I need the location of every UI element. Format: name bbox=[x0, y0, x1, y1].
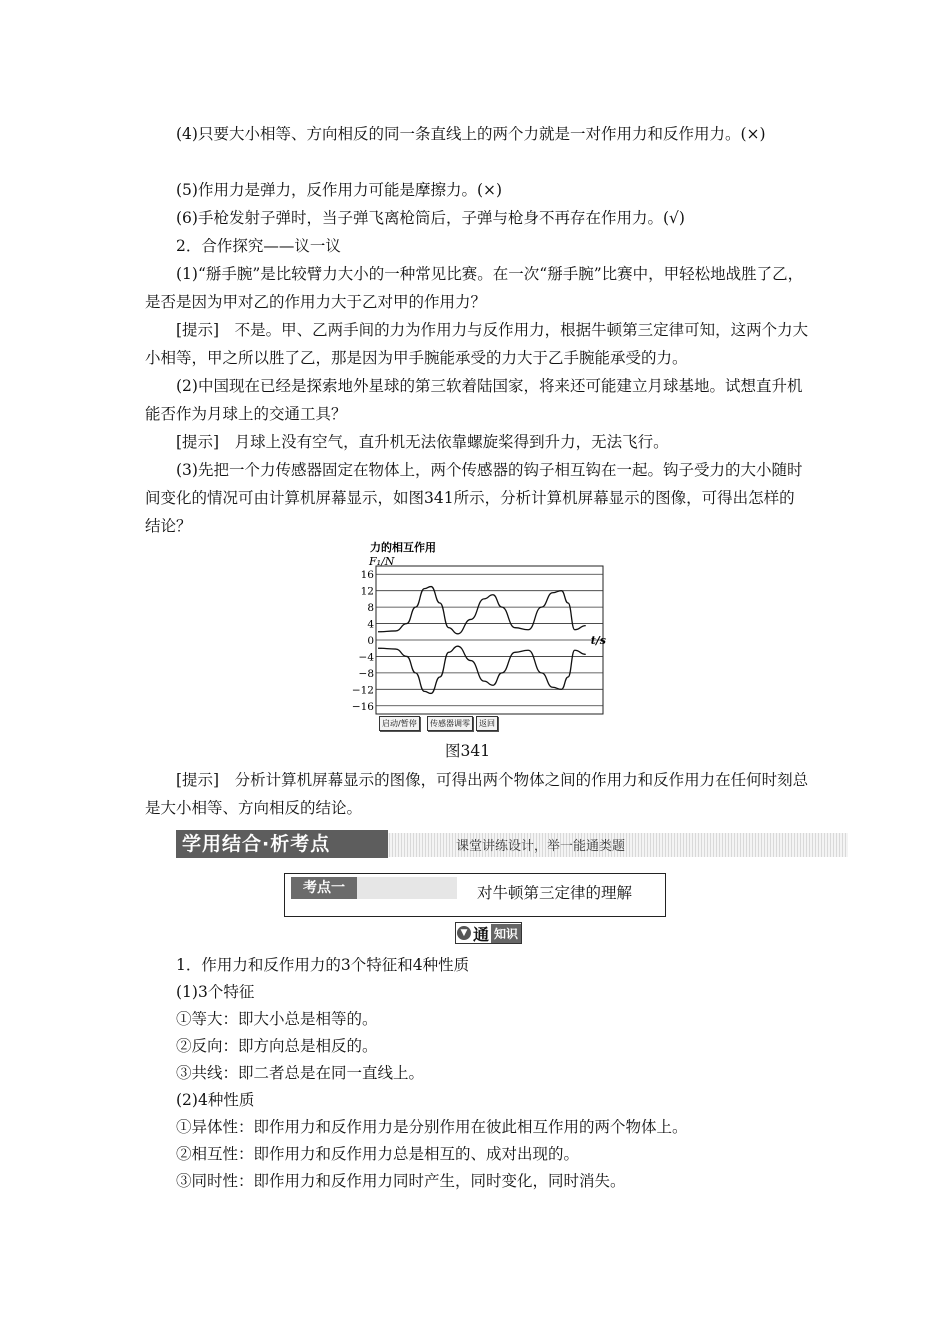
chart-yticks bbox=[352, 569, 374, 713]
statement-5: (5)作用力是弹力，反作用力可能是摩擦力。(×) bbox=[176, 181, 503, 199]
topic-box bbox=[284, 873, 666, 917]
features-subheading: (1)3个特征 bbox=[176, 983, 255, 1001]
y-tick-label: 4 bbox=[367, 618, 374, 631]
badge-sub: 知识 bbox=[491, 924, 521, 943]
topic-title: 对牛顿第三定律的理解 bbox=[477, 884, 633, 902]
question-3: (3)先把一个力传感器固定在物体上，两个传感器的钩子相互钩在一起。钩子受力的大小随时间变化的情况可由计算机屏幕显示，如图341所示，分析计算机屏幕显示的图像，可得出怎样的结论？ bbox=[145, 461, 803, 535]
chart-grid bbox=[376, 566, 603, 714]
property-2: ②相互性：即作用力和反作用力总是相互的、成对出现的。 bbox=[176, 1145, 580, 1163]
banner-subtitle: 课堂讲练设计，举一能通类题 bbox=[456, 839, 626, 854]
statement-6: (6)手枪发射子弹时，当子弹飞离枪筒后，子弹与枪身不再存在作用力。(√) bbox=[176, 209, 685, 227]
section-heading-2: 2．合作探究——议一议 bbox=[176, 237, 341, 255]
hint-2: [提示] 月球上没有空气，直升机无法依靠螺旋桨得到升力，无法飞行。 bbox=[176, 433, 669, 451]
topic-tag-extension bbox=[357, 877, 457, 899]
chart-title: 力的相互作用 bbox=[370, 541, 436, 554]
hint-3: [提示] 分析计算机屏幕显示的图像，可得出两个物体之间的作用力和反作用力在任何时刻总是大小相等、方向相反的结论。 bbox=[145, 771, 809, 817]
question-1: (1)“掰手腕”是比较臂力大小的一种常见比赛。在一次“掰手腕”比赛中，甲轻松地战胜了乙，是否是因为甲对乙的作用力大于乙对甲的作用力？ bbox=[145, 265, 804, 311]
series-line-2 bbox=[378, 646, 586, 693]
series-line-1 bbox=[378, 587, 586, 634]
start-pause-button: 启动/暂停 bbox=[379, 716, 420, 731]
property-1: ①异体性：即作用力和反作用力是分别作用在彼此相互作用的两个物体上。 bbox=[176, 1118, 688, 1136]
chart-xlabel: t/s bbox=[590, 634, 606, 647]
sensor-zero-button: 传感器调零 bbox=[427, 716, 473, 731]
banner-title: 学用结合·析考点 bbox=[176, 830, 388, 858]
badge-main: 通 bbox=[473, 924, 490, 944]
back-button: 返回 bbox=[476, 716, 498, 731]
y-tick-label: 12 bbox=[360, 585, 374, 598]
feature-3: ③共线：即二者总是在同一直线上。 bbox=[176, 1064, 425, 1082]
section-banner bbox=[176, 830, 848, 860]
hint-1: [提示] 不是。甲、乙两手间的力为作用力与反作用力，根据牛顿第三定律可知，这两个力大小相等，甲之所以胜了乙，那是因为甲手腕能承受的力大于乙手腕能承受的力。 bbox=[145, 321, 809, 367]
arrow-down-icon: ▼ bbox=[457, 926, 471, 940]
y-tick-label: −4 bbox=[358, 651, 374, 664]
chart-ylabel: F₁/N bbox=[369, 555, 395, 568]
property-3: ③同时性：即作用力和反作用力同时产生，同时变化，同时消失。 bbox=[176, 1172, 626, 1190]
knowledge-heading: 1．作用力和反作用力的3个特征和4种性质 bbox=[176, 956, 470, 974]
properties-subheading: (2)4种性质 bbox=[176, 1091, 255, 1109]
y-tick-label: −12 bbox=[351, 684, 374, 697]
y-tick-label: 8 bbox=[367, 602, 374, 615]
y-tick-label: 0 bbox=[367, 635, 374, 647]
feature-2: ②反向：即方向总是相反的。 bbox=[176, 1037, 378, 1055]
knowledge-badge bbox=[455, 922, 522, 944]
y-tick-label: 16 bbox=[360, 569, 374, 582]
statement-4: (4)只要大小相等、方向相反的同一条直线上的两个力就是一对作用力和反作用力。(×) bbox=[176, 125, 766, 143]
figure-caption: 图341 bbox=[445, 742, 491, 760]
y-tick-label: −16 bbox=[351, 700, 374, 713]
y-tick-label: −8 bbox=[358, 667, 374, 680]
force-chart bbox=[351, 538, 610, 734]
feature-1: ①等大：即大小总是相等的。 bbox=[176, 1010, 378, 1028]
topic-tag: 考点一 bbox=[291, 877, 357, 899]
question-2: (2)中国现在已经是探索地外星球的第三软着陆国家，将来还可能建立月球基地。试想直升机能否作为月球上的交通工具？ bbox=[145, 377, 803, 423]
